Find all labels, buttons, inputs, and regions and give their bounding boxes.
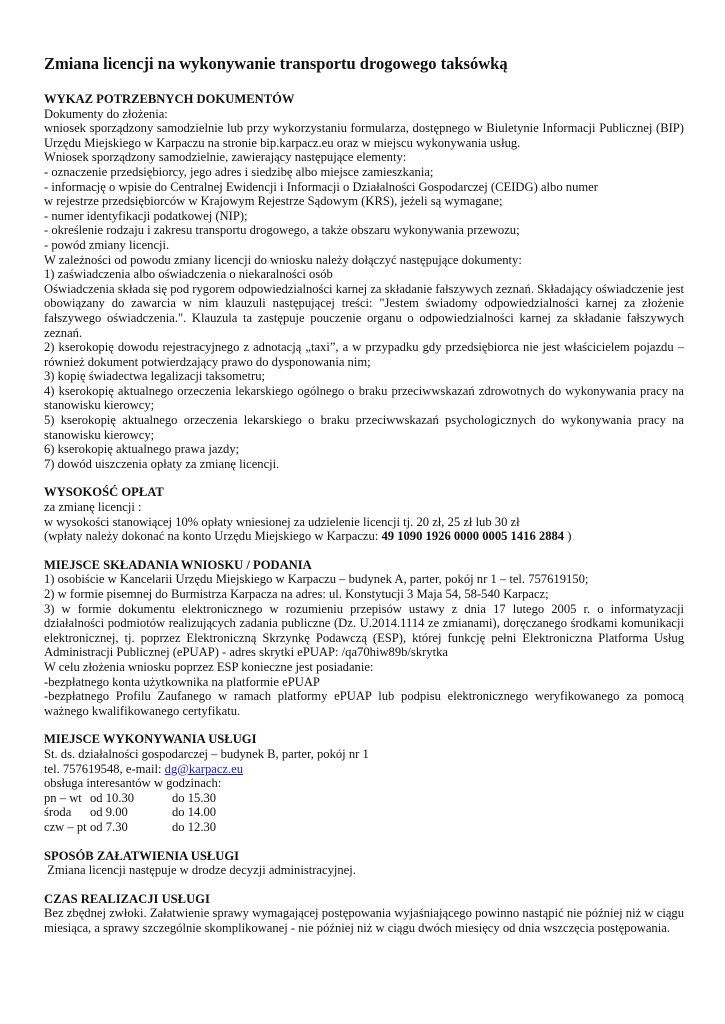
hours-to: do 12.30: [172, 819, 217, 834]
section-heading: WYSOKOŚĆ OPŁAT: [44, 485, 164, 500]
payment-text: (wpłaty należy dokonać na konto Urzędu Miejskiego w Karpaczu:: [44, 529, 382, 544]
payment-text-end: ): [564, 529, 572, 544]
section-handling-method: [44, 849, 684, 878]
document-page: [44, 54, 684, 949]
section-heading: CZAS REALIZACJI USŁUGI: [44, 891, 210, 906]
section-heading: MIEJSCE WYKONYWANIA USŁUGI: [44, 732, 257, 747]
element-item: - informację o wpisie do Centralnej Ewidencji i Informacji o Działalności Gospodarczej (CEIDG) albo numer: [44, 179, 598, 194]
fee-line: w wysokości stanowiącej 10% opłaty wniesionej za udzielenie licencji tj. 20 zł, 25 zł lub 30 zł: [44, 514, 520, 529]
application-paragraph: wniosek sporządzony samodzielnie lub przy wykorzystaniu formularza, dostępnego w Biuletynie Informacji Publicznej (BIP) Urzędu Miejskiego w Karpaczu na stronie bip.karpacz.eu oraz w miejscu wykonywania usług.: [44, 121, 684, 150]
section-fees: [44, 485, 684, 543]
document-item: 6) kserokopię aktualnego prawa jazdy;: [44, 442, 240, 457]
section-heading: MIEJSCE SKŁADANIA WNIOSKU / PODANIA: [44, 557, 312, 572]
page-title: Zmiana licencji na wykonywanie transportu drogowego taksówką: [44, 54, 508, 73]
document-item: 2) kserokopię dowodu rejestracyjnego z adnotacją „taxi”, a w przypadku gdy przedsiębiorca nie jest właścicielem pojazdu – również dokument potwierdzający prawo do dysponowania nim;: [44, 340, 684, 369]
section-submission-place: [44, 558, 684, 719]
element-item: - powód zmiany licencji.: [44, 237, 170, 252]
processing-text: Bez zbędnej zwłoki. Załatwienie sprawy wymagającej postępowania wyjaśniającego powinno nastąpić nie później niż w ciągu miesiąca, a sprawy szczególnie skomplikowanej - nie później niż w ciągu dwóch miesięcy od dnia wszczęcia postępowania.: [44, 906, 684, 935]
hours-days: pn – wt: [44, 790, 82, 805]
fee-line: za zmianę licencji :: [44, 500, 142, 515]
table-row: [44, 820, 216, 835]
document-item: 1) zaświadczenia albo oświadczenia o niekaralności osób: [44, 267, 333, 282]
email-link[interactable]: dg@karpacz.eu: [164, 761, 244, 776]
section-processing-time: [44, 892, 684, 936]
hours-days: środa: [44, 805, 72, 820]
hours-from: od 10.30: [90, 790, 135, 805]
esp-requirement: -bezpłatnego Profilu Zaufanego w ramach platformy ePUAP lub podpisu elektronicznego weryfikowanego za pomocą ważnego kwalifikowanego certyfikatu.: [44, 689, 684, 718]
elements-intro: Wniosek sporządzony samodzielnie, zawierający następujące elementy:: [44, 150, 407, 165]
hours-days: czw – pt: [44, 819, 87, 834]
table-row: [44, 791, 216, 806]
office-hours-table: [44, 791, 216, 835]
table-row: [44, 805, 216, 820]
phone-text: tel. 757619548, e-mail:: [44, 761, 165, 776]
declaration-paragraph: Oświadczenia składa się pod rygorem odpowiedzialności karnej za składanie fałszywych zeznań. Składający oświadczenie jest obowiązany do zawarcia w nim klauzuli następującej treści: "Jestem świadomy odpowiedzialności karnej za złożenie fałszywego oświadczenia.". Klauzula ta zastępuje pouczenie organu o odpowiedzialności karnej za składanie fałszywych zeznań.: [44, 281, 684, 340]
hours-to: do 15.30: [172, 790, 217, 805]
document-item: 5) kserokopię aktualnego orzeczenia lekarskiego o braku przeciwwskazań psychologicznych do wykonywania pracy na stanowisku kierowcy;: [44, 413, 684, 442]
esp-intro: W celu złożenia wniosku poprzez ESP konieczne jest posiadanie:: [44, 659, 374, 674]
esp-requirement: -bezpłatnego konta użytkownika na platformie ePUAP: [44, 674, 320, 689]
section-service-place: [44, 732, 684, 834]
hours-from: od 7.30: [90, 819, 128, 834]
hours-from: od 9.00: [90, 805, 128, 820]
document-item: 4) kserokopię aktualnego orzeczenia lekarskiego ogólnego o braku przeciwwskazań zdrowotnych do wykonywania pracy na stanowisku kierowcy;: [44, 383, 684, 413]
section-heading: SPOSÓB ZAŁATWIENIA USŁUGI: [44, 848, 240, 863]
submission-item: 3) w formie dokumentu elektronicznego w rozumieniu przepisów ustawy z dnia 17 lutego 2005 r. o informatyzacji działalności podmiotów realizujących zadania publiczne (Dz. U.2014.1114 ze zmianami), doręczanego środkami komunikacji elektronicznej, tj. poprzez Elektroniczną Skrzynkę Podawczą (ESP), której funkcję pełni Elektroniczna Platforma Usług Administracji Publicznej (ePUAP) - adres skrytki ePUAP: /qa70hiw89b/skrytka: [44, 601, 684, 660]
hours-to: do 14.00: [172, 805, 217, 820]
attachments-intro: W zależności od powodu zmiany licencji do wniosku należy dołączyć następujące dokumenty:: [44, 252, 522, 267]
section-heading: WYKAZ POTRZEBNYCH DOKUMENTÓW: [44, 92, 295, 106]
element-item: w rejestrze przedsiębiorców w Krajowym Rejestrze Sądowym (KRS), jeżeli są wymagane;: [44, 194, 503, 209]
document-item: 7) dowód uiszczenia opłaty za zmianę licencji.: [44, 456, 280, 471]
hours-intro: obsługa interesantów w godzinach:: [44, 776, 222, 791]
element-item: - numer identyfikacji podatkowej (NIP);: [44, 208, 248, 223]
office-location: St. ds. działalności gospodarczej – budynek B, parter, pokój nr 1: [44, 746, 369, 761]
element-item: - oznaczenie przedsiębiorcy, jego adres i siedzibę albo miejsce zamieszkania;: [44, 164, 434, 179]
contact-line: [44, 762, 684, 777]
document-item: 3) kopię świadectwa legalizacji taksometru;: [44, 369, 266, 384]
submission-item: 1) osobiście w Kancelarii Urzędu Miejskiego w Karpaczu – budynek A, parter, pokój nr 1 – tel. 757619150;: [44, 572, 589, 587]
handling-text: Zmiana licencji następuje w drodze decyzji administracyjnej.: [44, 863, 356, 878]
bank-account-number: 49 1090 1926 0000 0005 1416 2884: [381, 529, 565, 544]
intro-text: Dokumenty do złożenia:: [44, 106, 168, 121]
element-item: - określenie rodzaju i zakresu transportu drogowego, a także obszaru wykonywania przewozu;: [44, 223, 520, 238]
section-required-documents: [44, 92, 684, 471]
submission-item: 2) w formie pisemnej do Burmistrza Karpacza na adres: ul. Konstytucji 3 Maja 54, 58-540 Karpacz;: [44, 587, 549, 601]
payment-line: [44, 529, 684, 544]
